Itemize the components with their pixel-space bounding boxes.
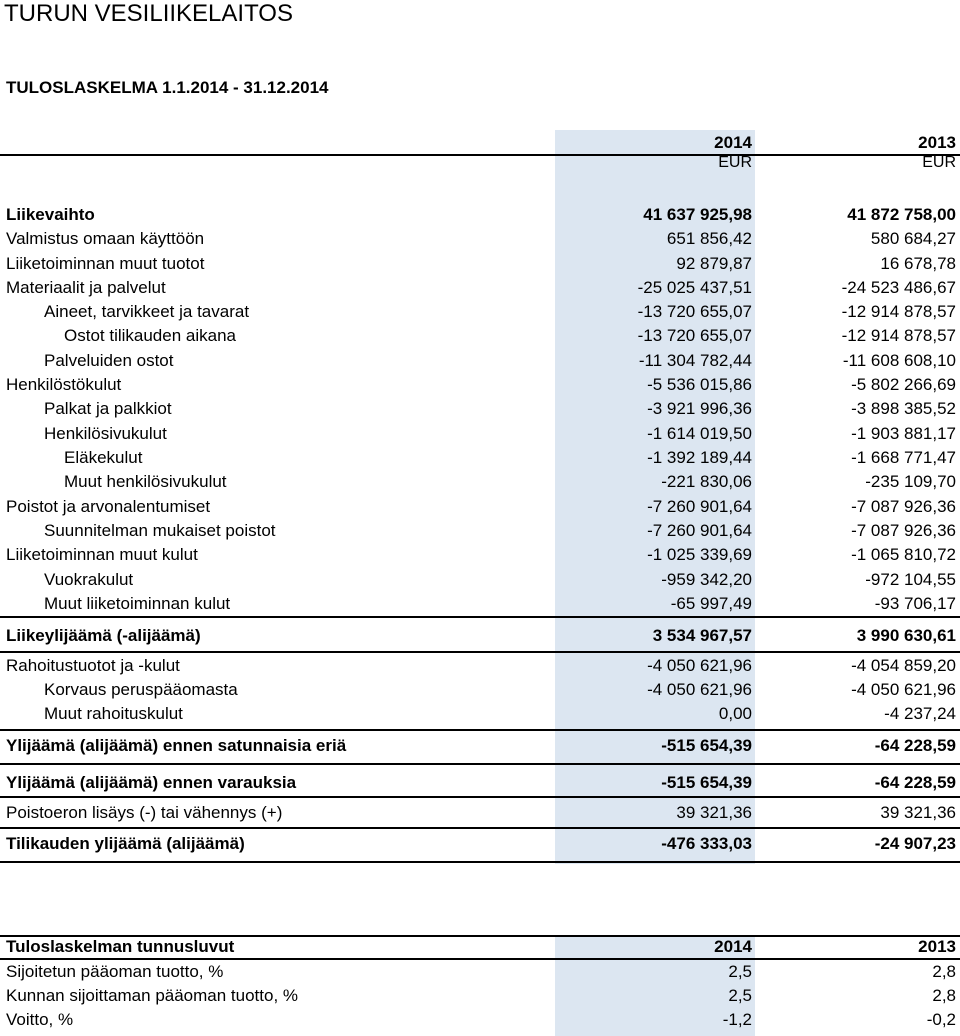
- row-label: Muut liiketoiminnan kulut: [44, 594, 231, 613]
- row-value-2013: -11 608 608,10: [842, 351, 956, 370]
- row-label: Materiaalit ja palvelut: [6, 278, 166, 297]
- row-label: Muut rahoituskulut: [44, 704, 183, 723]
- kpi-label: Kunnan sijoittaman pääoman tuotto, %: [6, 986, 299, 1005]
- row-value-2013: -64 228,59: [874, 736, 956, 755]
- row-label: Palkat ja palkkiot: [44, 399, 172, 418]
- row-label: Valmistus omaan käyttöön: [6, 229, 205, 248]
- row-value-2013: -1 668 771,47: [851, 448, 956, 467]
- row-label: Liikevaihto: [6, 205, 95, 224]
- kpi-header-2013: 2013: [918, 937, 956, 956]
- row-value-2014: -25 025 437,51: [637, 278, 752, 297]
- kpi-value-2013: 2,8: [932, 962, 956, 981]
- row-label: Liiketoiminnan muut kulut: [6, 545, 198, 564]
- row-value-2014: -11 304 782,44: [638, 351, 752, 370]
- row-value-2014: -221 830,06: [661, 472, 752, 491]
- row-value-2014: -13 720 655,07: [637, 302, 752, 321]
- row-value-2013: 3 990 630,61: [856, 626, 956, 645]
- row-value-2013: 39 321,36: [880, 803, 956, 822]
- row-value-2013: -1 903 881,17: [851, 424, 956, 443]
- row-value-2014: -515 654,39: [661, 736, 752, 755]
- row-value-2014: -515 654,39: [661, 773, 752, 792]
- row-value-2013: 41 872 758,00: [847, 205, 956, 224]
- column-header-2014: 2014: [714, 133, 752, 152]
- rule-after-surplus-extraordinary: [0, 763, 960, 765]
- row-value-2014: -7 260 901,64: [647, 521, 752, 540]
- row-label: Ylijäämä (alijäämä) ennen varauksia: [6, 773, 297, 792]
- row-value-2014: -1 614 019,50: [647, 424, 752, 443]
- kpi-value-2014: 2,5: [728, 986, 752, 1005]
- row-value-2014: 92 879,87: [676, 254, 752, 273]
- rule-after-operating-result: [0, 651, 960, 653]
- row-value-2013: -1 065 810,72: [851, 545, 956, 564]
- row-label: Poistot ja arvonalentumiset: [6, 497, 211, 516]
- row-value-2013: -12 914 878,57: [841, 326, 956, 345]
- row-value-2013: -93 706,17: [874, 594, 956, 613]
- row-value-2014: -7 260 901,64: [647, 497, 752, 516]
- row-value-2013: -4 237,24: [884, 704, 956, 723]
- column-header-2013: 2013: [918, 133, 956, 152]
- row-value-2014: -65 997,49: [670, 594, 752, 613]
- row-label: Liiketoiminnan muut tuotot: [6, 254, 205, 273]
- row-label: Poistoeron lisäys (-) tai vähennys (+): [6, 803, 283, 822]
- row-label: Palveluiden ostot: [44, 351, 174, 370]
- row-value-2014: 41 637 925,98: [643, 205, 752, 224]
- row-value-2013: -24 907,23: [874, 834, 956, 853]
- kpi-label: Voitto, %: [6, 1010, 74, 1029]
- row-label: Henkilösivukulut: [44, 424, 167, 443]
- row-value-2013: -4 050 621,96: [851, 680, 956, 699]
- column-unit-2013: EUR: [922, 154, 956, 171]
- row-value-2013: 580 684,27: [870, 229, 956, 248]
- row-value-2013: -4 054 859,20: [851, 656, 956, 675]
- row-value-2013: -7 087 926,36: [851, 497, 956, 516]
- kpi-value-2013: -0,2: [926, 1010, 956, 1029]
- kpi-value-2014: -1,2: [722, 1010, 752, 1029]
- row-value-2013: -235 109,70: [865, 472, 956, 491]
- row-value-2013: -64 228,59: [874, 773, 956, 792]
- row-value-2014: 0,00: [718, 704, 752, 723]
- row-label: Ylijäämä (alijäämä) ennen satunnaisia eriä: [6, 736, 347, 755]
- row-value-2014: -13 720 655,07: [637, 326, 752, 345]
- row-value-2013: -7 087 926,36: [851, 521, 956, 540]
- rule-after-surplus-before-reserves: [0, 796, 960, 798]
- row-value-2014: -959 342,20: [661, 570, 752, 589]
- row-value-2014: 651 856,42: [666, 229, 752, 248]
- rule-before-operating-result: [0, 616, 960, 618]
- row-label: Vuokrakulut: [44, 570, 134, 589]
- row-label: Henkilöstökulut: [6, 375, 122, 394]
- row-value-2013: -12 914 878,57: [841, 302, 956, 321]
- row-value-2013: 16 678,78: [880, 254, 956, 273]
- row-value-2013: -5 802 266,69: [851, 375, 956, 394]
- row-value-2014: -5 536 015,86: [647, 375, 752, 394]
- row-value-2014: 3 534 967,57: [652, 626, 752, 645]
- row-label: Tilikauden ylijäämä (alijäämä): [6, 834, 245, 853]
- kpi-header-rule: [0, 958, 960, 960]
- row-label: Suunnitelman mukaiset poistot: [44, 521, 276, 540]
- rule-before-surplus-extraordinary: [0, 729, 960, 731]
- row-label: Muut henkilösivukulut: [64, 472, 227, 491]
- row-label: Korvaus peruspääomasta: [44, 680, 238, 699]
- row-value-2014: -476 333,03: [661, 834, 752, 853]
- kpi-value-2013: 2,8: [932, 986, 956, 1005]
- company-name: TURUN VESILIIKELAITOS: [4, 0, 293, 27]
- row-label: Ostot tilikauden aikana: [64, 326, 236, 345]
- row-label: Aineet, tarvikkeet ja tavarat: [44, 302, 250, 321]
- rule-before-net-result: [0, 827, 960, 829]
- row-value-2014: -3 921 996,36: [647, 399, 752, 418]
- row-value-2014: -4 050 621,96: [647, 656, 752, 675]
- row-value-2014: -4 050 621,96: [647, 680, 752, 699]
- row-label: Rahoitustuotot ja -kulut: [6, 656, 180, 675]
- statement-title: TULOSLASKELMA 1.1.2014 - 31.12.2014: [6, 78, 329, 97]
- row-value-2013: -3 898 385,52: [851, 399, 956, 418]
- row-value-2014: -1 392 189,44: [647, 448, 752, 467]
- row-value-2014: 39 321,36: [676, 803, 752, 822]
- column-unit-2014: EUR: [718, 154, 752, 171]
- row-value-2013: -972 104,55: [865, 570, 956, 589]
- row-value-2013: -24 523 486,67: [841, 278, 956, 297]
- rule-after-net-result: [0, 861, 960, 863]
- row-label: Eläkekulut: [64, 448, 143, 467]
- kpi-value-2014: 2,5: [728, 962, 752, 981]
- row-label: Liikeylijäämä (-alijäämä): [6, 626, 201, 645]
- kpi-header-2014: 2014: [714, 937, 752, 956]
- kpi-label: Sijoitetun pääoman tuotto, %: [6, 962, 224, 981]
- kpi-title: Tuloslaskelman tunnusluvut: [6, 937, 235, 956]
- row-value-2014: -1 025 339,69: [647, 545, 752, 564]
